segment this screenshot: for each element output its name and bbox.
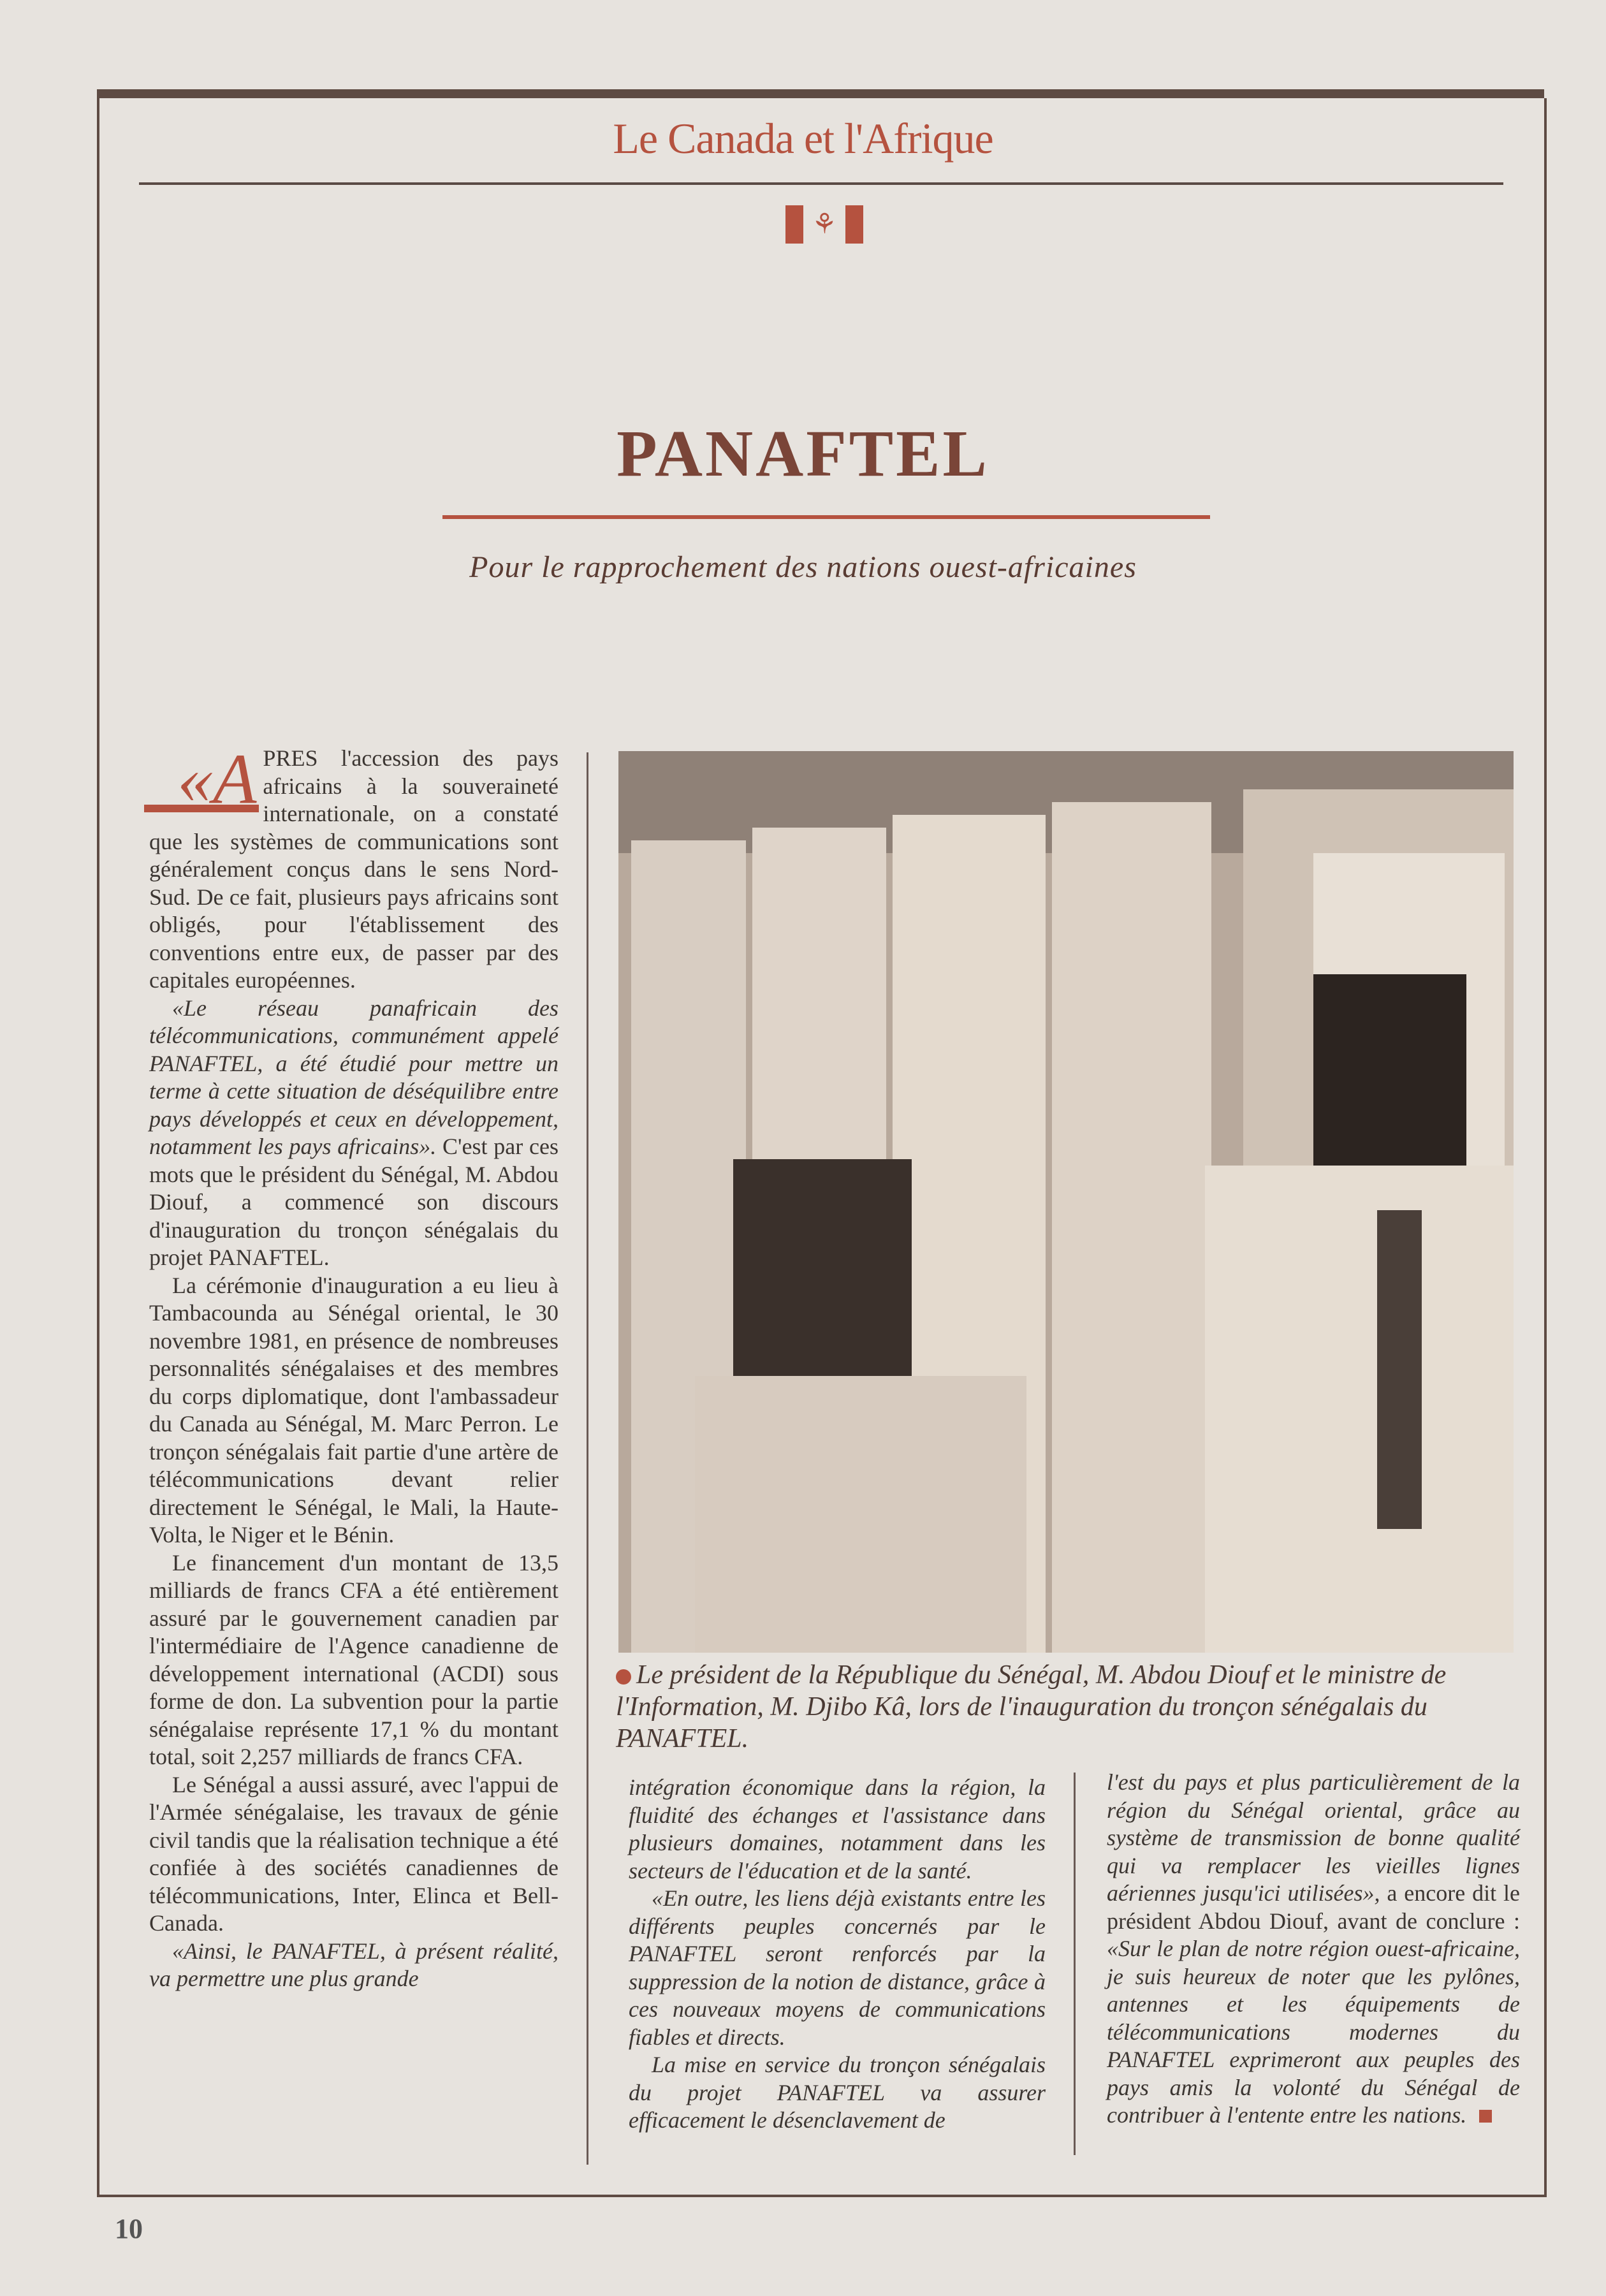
top-rule — [97, 89, 1544, 98]
page-number: 10 — [115, 2213, 143, 2244]
paragraph: Le Sénégal a aussi assuré, avec l'appui de l'Armée sénégalaise, les travaux de génie civil tandis que la réalisation technique a été confiée à des sociétés canadiennes de télécommunications, Inter, Elinca et Bell-Canada. — [149, 1771, 558, 1936]
title-rule — [442, 515, 1210, 519]
column-rule — [1074, 1773, 1076, 2155]
paragraph: l'est du pays et plus particulièrement de la région du Sénégal oriental, grâce au système de transmission de bonne qualité qui va remplacer les vieilles lignes aériennes jusqu'ici utilisées», a encore dit le président Abdou Diouf, avant de conclure : «Sur le plan de notre région ouest-africaine, je suis heureux de noter que les pylônes, antennes et les équipements de télécommunications modernes du PANAFTEL exprimeront aux peuples des pays amis la volonté du Sénégal de contribuer à l'entente entre les nations. — [1107, 1769, 1521, 2128]
quote-paragraph: intégration économique dans la région, la fluidité des échanges et l'assistance dans plusieurs domaines, notamment dans les secteurs de l'éducation et de la santé. — [629, 1774, 1046, 1883]
photo-caption: Le président de la République du Sénégal, M. Abdou Diouf et le ministre de l'Information, M. Djibo Kâ, lors de l'inauguration du tronçon sénégalais du PANAFTEL. — [616, 1660, 1447, 1753]
article-title: PANAFTEL — [617, 417, 989, 490]
canada-flag-icon: ⚘ — [785, 205, 863, 244]
drop-cap: «A — [177, 740, 257, 819]
paragraph: Le financement d'un montant de 13,5 milliards de francs CFA a été entièrement assuré par le gouvernement canadien par l'intermédiaire de l'Agence canadienne de développement international (ACDI) sous forme de don. La subvention pour la partie sénégalaise représente 17,1 % du montant total, soit 2,257 milliards de francs CFA. — [149, 1549, 558, 1769]
column-rule — [587, 752, 588, 2165]
quote-paragraph: «En outre, les liens déjà existants entre les différents peuples concernés par le PANAFTEL seront renforcés par la suppression de la notion de distance, grâce à ces nouveaux moyens de communications fiables et directs. — [629, 1885, 1046, 2050]
end-mark-icon — [1479, 2110, 1492, 2123]
quote-paragraph: «Ainsi, le PANAFTEL, à présent réalité, va permettre une plus grande — [149, 1938, 558, 1991]
column-1 — [149, 740, 558, 1993]
bullet-icon — [616, 1669, 631, 1685]
header-rule — [139, 182, 1503, 185]
quote-paragraph: «Le réseau panafricain des télécommunications, communément appelé PANAFTEL, a été étudié pour mettre un terme à cette situation de déséquilibre entre pays développés et ceux en développement, notamment les pays africains». C'est par ces mots que le président du Sénégal, M. Abdou Diouf, a commencé son discours d'inauguration du tronçon sénégalais du projet PANAFTEL. — [149, 995, 558, 1270]
column-2 — [629, 1774, 1046, 2135]
ceremony-photo — [618, 751, 1514, 1653]
quote-paragraph: La mise en service du tronçon sénégalais du projet PANAFTEL va assurer efficacement le désenclavement de — [629, 2052, 1046, 2133]
paragraph: «A PRES l'accession des pays africains à la souveraineté internationale, on a constaté que les systèmes de communications sont généralement conçus dans le sens Nord-Sud. De ce fait, plusieurs pays africains sont obligés, pour l'établissement des conventions entre eux, de passer par des capitales européennes. — [149, 740, 558, 993]
column-3 — [1107, 1769, 1520, 2130]
paragraph: La cérémonie d'inauguration a eu lieu à Tambacounda au Sénégal oriental, le 30 novembre 1981, en présence de nombreuses personnalités sénégalaises et des membres du corps diplomatique, dont l'ambassadeur du Canada au Sénégal, M. Marc Perron. Le tronçon sénégalais fait partie d'une artère de télécommunications devant relier directement le Sénégal, le Mali, la Haute-Volta, le Niger et le Bénin. — [149, 1272, 558, 1547]
article-subtitle: Pour le rapprochement des nations ouest-africaines — [469, 550, 1137, 584]
section-title: Le Canada et l'Afrique — [613, 114, 993, 163]
